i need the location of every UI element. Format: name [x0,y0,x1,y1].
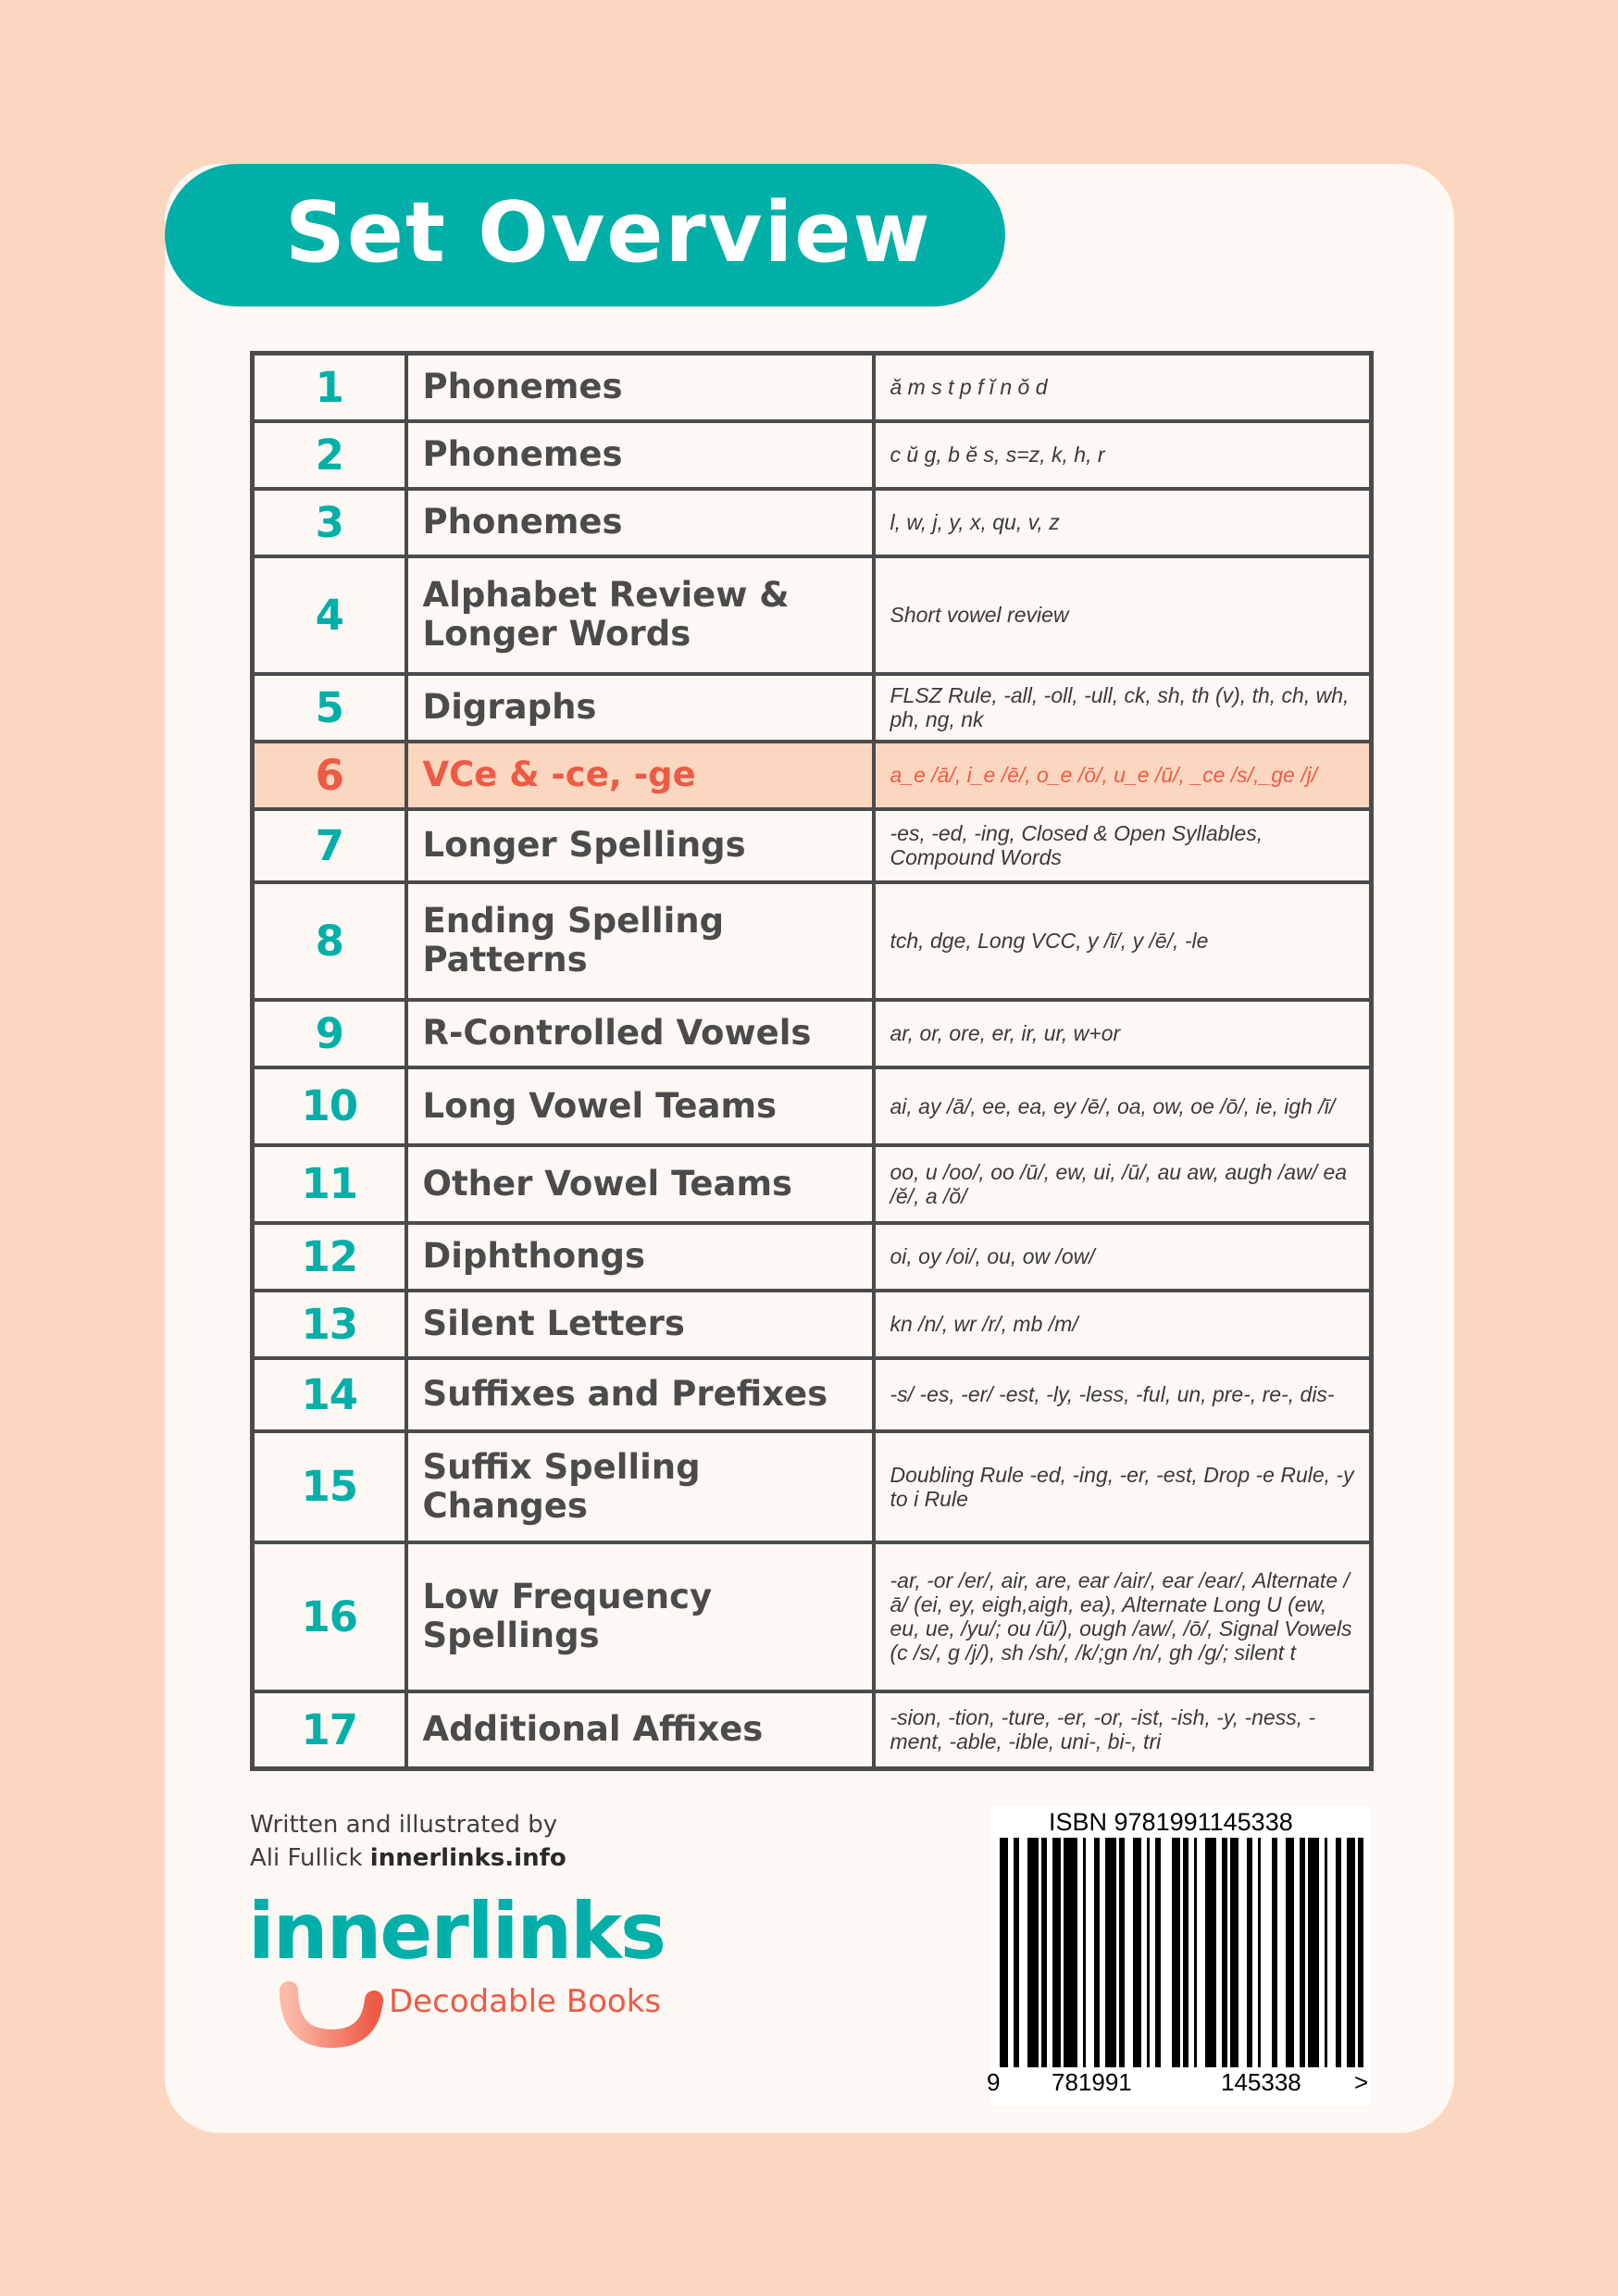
barcode-bar [1052,1838,1061,2067]
credit-line-1: Written and illustrated by [250,1811,558,1839]
set-number: 11 [253,1145,406,1223]
barcode-digit-lead: 9 [987,2068,1001,2096]
set-number: 13 [253,1291,406,1358]
barcode-bar [1194,1838,1197,2067]
set-detail: ai, ay /ā/, ee, ea, ey /ē/, oa, ow, oe /ō/, ie, igh /ī/ [874,1067,1372,1145]
set-number: 7 [253,809,406,882]
set-detail: tch, dge, Long VCC, y /ī/, y /ē/, -le [874,882,1372,1000]
title-banner [165,164,1005,306]
overview-row [253,1145,1372,1223]
set-number: 9 [253,1000,406,1067]
barcode-digits-left: 781991 [1052,2068,1132,2096]
set-detail: c ŭ g, b ĕ s, s=z, k, h, r [874,421,1372,489]
set-title: Suffixes and Prefixes [406,1358,874,1431]
set-detail: Doubling Rule -ed, -ing, -er, -est, Drop -e Rule, -y to i Rule [874,1431,1372,1542]
overview-row [253,421,1372,489]
author-credit [250,1808,566,1875]
set-title: Long Vowel Teams [406,1067,874,1145]
barcode-bar [1230,1838,1238,2067]
set-number: 12 [253,1223,406,1291]
set-detail: kn /n/, wr /r/, mb /m/ [874,1291,1372,1358]
set-title: Longer Spellings [406,809,874,882]
barcode-bar [1336,1838,1341,2067]
overview-row [253,1691,1372,1769]
barcode-bar [1041,1838,1047,2067]
overview-row [253,1067,1372,1145]
overview-table [250,351,1374,1771]
set-title: Alphabet Review & Longer Words [406,556,874,674]
barcode-bar [1105,1838,1116,2067]
barcode-bar [1083,1838,1086,2067]
barcode-bar [1308,1838,1319,2067]
barcode-bar [1000,1838,1008,2067]
barcode-bar [1358,1838,1363,2067]
set-number: 15 [253,1431,406,1542]
barcode-bar [1094,1838,1100,2067]
set-detail: l, w, j, y, x, qu, v, z [874,489,1372,556]
set-title: Other Vowel Teams [406,1145,874,1223]
overview-row [253,1000,1372,1067]
isbn-label: ISBN 9781991145338 [1049,1808,1293,1836]
set-number: 17 [253,1691,406,1769]
set-detail: oo, u /oo/, oo /ū/, ew, ui, /ū/, au aw, augh /aw/ ea /ĕ/, a /ŏ/ [874,1145,1372,1223]
set-detail: -sion, -tion, -ture, -er, -or, -ist, -ish, -y, -ness, -ment, -able, -ible, uni-, bi-, tri [874,1691,1372,1769]
author-name: Ali Fullick [250,1844,370,1872]
set-title: Silent Letters [406,1291,874,1358]
set-title: R-Controlled Vowels [406,1000,874,1067]
barcode-bar [1119,1838,1125,2067]
overview-row [253,1358,1372,1431]
set-title: Suffix Spelling Changes [406,1431,874,1542]
overview-row [253,1291,1372,1358]
barcode-bar [1027,1838,1039,2067]
set-number: 3 [253,489,406,556]
set-title: Phonemes [406,354,874,421]
overview-row [253,742,1372,809]
set-detail: oi, oy /oi/, ou, ow /ow/ [874,1223,1372,1291]
barcode-graphic [1000,1838,1365,2067]
set-number: 16 [253,1542,406,1691]
barcode-bar [1325,1838,1327,2067]
set-detail: -es, -ed, -ing, Closed & Open Syllables, Compound Words [874,809,1372,882]
overview-row [253,674,1372,742]
set-detail: a_e /ā/, i_e /ē/, o_e /ō/, u_e /ū/, _ce /s/,_ge /j/ [874,742,1372,809]
set-detail: ă m s t p f ĭ n ŏ d [874,354,1372,421]
barcode-bar [1205,1838,1216,2067]
overview-row [253,354,1372,421]
credit-line-2 [250,1841,566,1875]
barcode-bar [1222,1838,1227,2067]
set-number: 6 [253,742,406,809]
set-detail: -s/ -es, -er/ -est, -ly, -less, -ful, un, pre-, re-, dis- [874,1358,1372,1431]
barcode-bar [1183,1838,1189,2067]
set-number: 1 [253,354,406,421]
set-detail: ar, or, ore, er, ir, ur, w+or [874,1000,1372,1067]
set-detail: -ar, -or /er/, air, are, ear /air/, ear /ear/, Alternate /ā/ (ei, ey, eigh,aigh, ea), Alternate Long U (ew, eu, ue, /yu/; ou /ū/), ough /aw/, /ō/, Signal Vowels (c /s/, g /j/), sh /sh/, /k/;gn /n/, gh /g/; silent t [874,1542,1372,1691]
set-title: Digraphs [406,674,874,742]
smile-logo-icon [278,1981,389,2055]
barcode-bar [1286,1838,1294,2067]
logo-subtitle: Decodable Books [389,1983,662,2020]
set-title: Additional Affixes [406,1691,874,1769]
barcode-bar [1172,1838,1180,2067]
set-number: 14 [253,1358,406,1431]
set-title: Phonemes [406,489,874,556]
overview-row [253,1431,1372,1542]
barcode-bar [1147,1838,1150,2067]
overview-row [253,809,1372,882]
page-title: Set Overview [285,184,932,281]
set-title: Ending Spelling Patterns [406,882,874,1000]
barcode-bar [1300,1838,1305,2067]
set-number: 5 [253,674,406,742]
overview-row [253,882,1372,1000]
set-number: 2 [253,421,406,489]
barcode-bar [1247,1838,1252,2067]
set-title: VCe & -ce, -ge [406,742,874,809]
overview-row [253,1223,1372,1291]
overview-row [253,489,1372,556]
barcode-bar [1014,1838,1019,2067]
set-title: Diphthongs [406,1223,874,1291]
barcode-bar [1272,1838,1277,2067]
logo-wordmark: innerlinks [248,1886,666,1977]
overview-row [253,1542,1372,1691]
set-title: Phonemes [406,421,874,489]
set-title: Low Frequency Spellings [406,1542,874,1691]
set-number: 10 [253,1067,406,1145]
website-link[interactable]: innerlinks.info [369,1844,566,1872]
barcode-bar [1258,1838,1261,2067]
barcode-arrow: > [1354,2068,1369,2096]
overview-row [253,556,1372,674]
barcode-bar [1064,1838,1077,2067]
set-number: 8 [253,882,406,1000]
set-detail: FLSZ Rule, -all, -oll, -ull, ck, sh, th (v), th, ch, wh, ph, ng, nk [874,674,1372,742]
set-detail: Short vowel review [874,556,1372,674]
barcode-bar [1347,1838,1355,2067]
barcode-bar [1155,1838,1161,2067]
set-number: 4 [253,556,406,674]
barcode-bar [1133,1838,1141,2067]
barcode-digits-right: 145338 [1221,2068,1301,2096]
